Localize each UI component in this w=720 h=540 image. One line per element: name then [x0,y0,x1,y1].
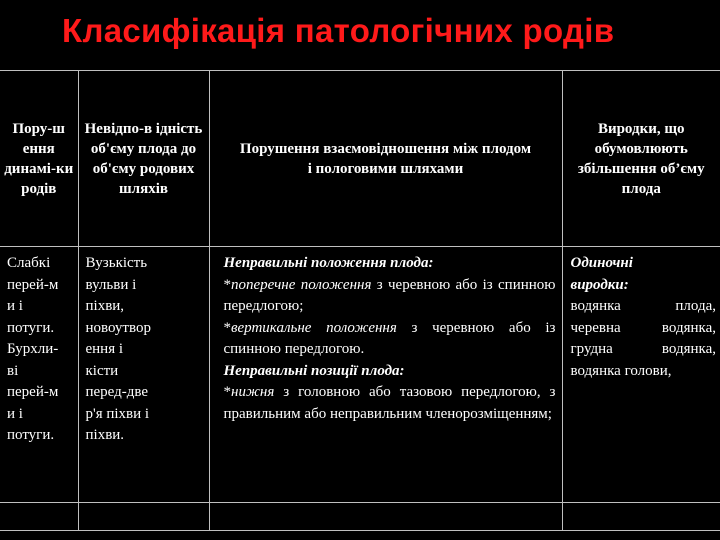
text-line: вульви і [85,276,137,293]
single-malformations-heading-2: виродки: [570,276,629,293]
wrong-position-item-lower: *нижня з головною або тазовою передлогою, з правильним або неправильним членорозміщенням; [223,384,556,422]
malposition-heading: Неправильні положення плода: [223,255,434,271]
slide-title: Класифікація патологічних родів [62,12,615,49]
text-line: ення і [85,341,124,357]
header-cell [78,71,209,247]
header-volume-mismatch: Невідпо-в ідність об'єму плода до об'єму родових шляхів [84,120,203,197]
text-line: Вузькість [85,255,148,271]
body-cell-volume [78,247,209,503]
header-relation-disorder: Порушення взаємовідношення між плодом і пологовими шляхами [239,140,532,177]
text-line: потуги. [7,427,55,443]
malformations-text: водянка плода, черевна водянка, грудна водянка, водянка голови, [570,298,716,379]
text-line: піхви, [85,298,125,314]
classification-table [0,70,720,531]
empty-cell [209,503,562,531]
text-line: и і [7,298,23,314]
wrong-position-heading: Неправильні позиції плода: [223,362,405,379]
text-line: кісти [85,362,119,379]
text-line: Бурхли- [7,341,59,357]
malposition-item-vertical: *вертикальне положення з черевною або із спинною передлогою. [223,319,556,357]
body-cell-malformations [562,247,720,503]
header-malformations: Виродки, що обумовлюють збільшення об’єму плода [577,120,705,197]
empty-cell [562,503,720,531]
text-line: перед-две [85,384,149,400]
table-body-row [0,247,720,503]
text-line: новоутвор [85,319,151,336]
text-line: Слабкі [7,255,51,271]
header-cell [562,71,720,247]
text-line: и і [7,405,23,422]
empty-cell [0,503,78,531]
table-header-row [0,71,720,247]
table-empty-row [0,503,720,531]
header-dynamics: Пору-ш ення динамі-ки родів [4,120,74,197]
header-cell [0,71,78,247]
text-line: р'я піхви і [85,405,150,422]
body-cell-dynamics [0,247,78,503]
text-line: перей-м [7,384,59,400]
malposition-item-transverse: *поперечне положення з черевною або із спинною передлогою; [223,276,556,314]
text-line: ві [7,362,19,379]
text-line: перей-м [7,276,59,293]
empty-cell [78,503,209,531]
text-line: потуги. [7,319,55,336]
body-cell-relation [209,247,562,503]
single-malformations-heading: Одиночні [570,255,633,271]
header-cell [209,71,562,247]
text-line: піхви. [85,427,125,443]
